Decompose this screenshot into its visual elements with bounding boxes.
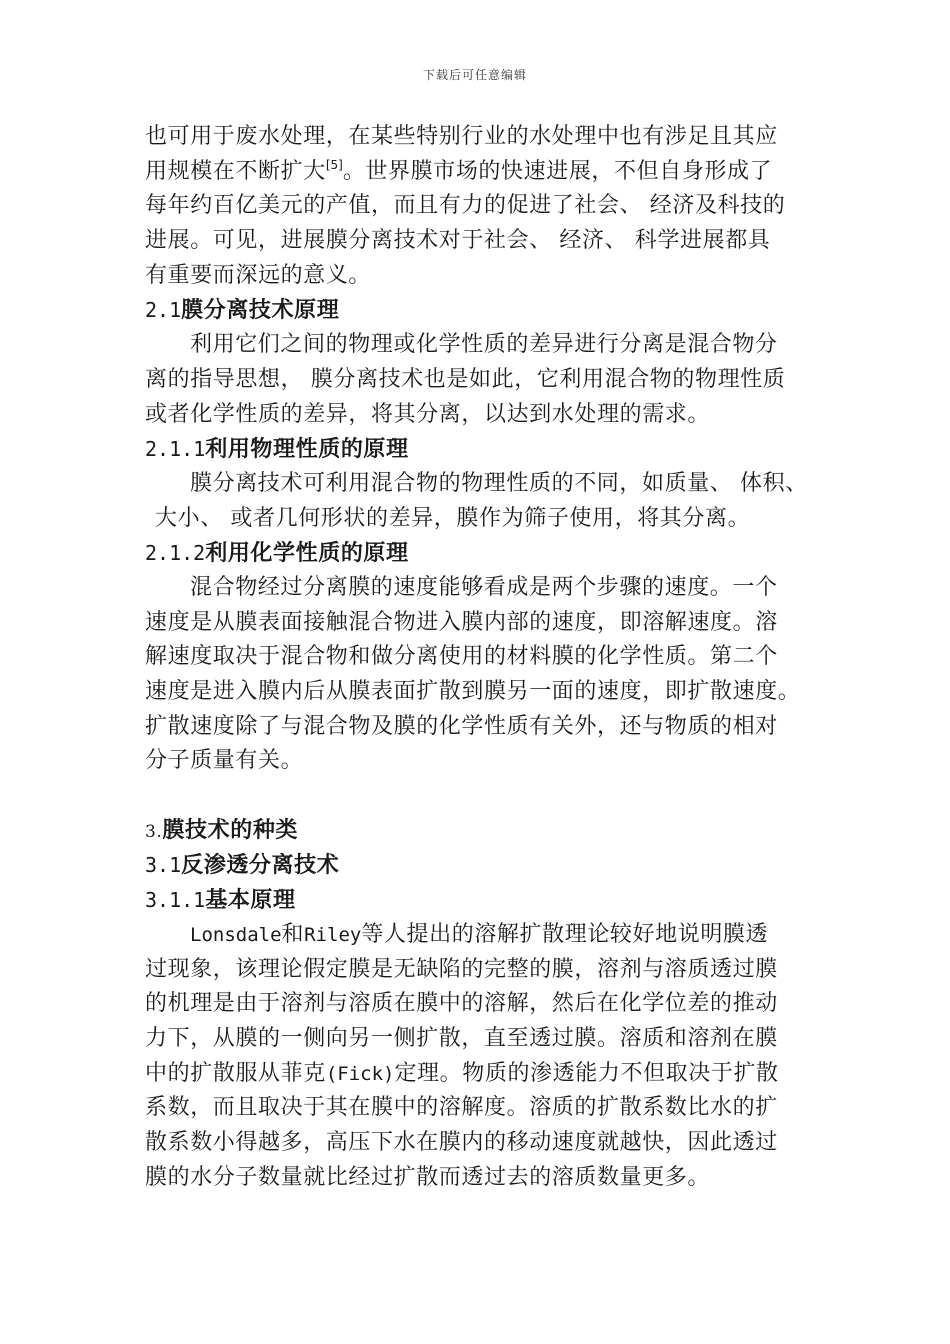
text-run: 和 [281,921,305,947]
paragraph-line: 每年约百亿美元的产值，而且有力的促进了社会、 经济及科技的 [145,193,786,219]
text-run: 定理。物质的渗透能力不但取决于扩散 [394,1060,779,1086]
section-title: 反渗透分离技术 [181,853,340,879]
paragraph-line: 也可用于废水处理，在某些特别行业的水处理中也有涉足且其应 [145,124,778,149]
paragraph-line: 速度是从膜表面接触混合物进入膜内部的速度，即溶解速度。溶 [145,609,778,635]
latin-name: Lonsdale [190,923,282,946]
section-number: 3. [145,821,163,842]
paragraph-line [145,155,825,190]
section-title: 基本原理 [205,888,296,914]
paragraph-line: 散系数小得越多，高压下水在膜内的移动速度就越快，因此透过 [145,1129,778,1155]
document-body [145,120,825,1195]
latin-name: Riley [304,923,362,946]
paragraph-line: 混合物经过分离膜的速度能够看成是两个步骤的速度。一个 [190,574,778,600]
section-heading-2-1-2 [145,536,825,571]
paragraph-line: 的机理是由于溶剂与溶质在膜中的溶解，然后在化学位差的推动 [145,991,778,1017]
paragraph-line: 膜分离技术可利用混合物的物理性质的不同，如质量、 体积、 [190,470,808,496]
paragraph-line: 大小、 或者几何形状的差异，膜作为筛子使用，将其分离。 [155,505,751,531]
section-heading-3 [145,814,825,849]
page-header-note: 下载后可任意编辑 [422,68,527,82]
latin-name: (Fick) [325,1062,395,1085]
section-number: 2.1.1 [145,437,206,462]
section-title: 膜技术的种类 [162,817,299,843]
section-title: 利用化学性质的原理 [205,541,409,567]
paragraph-line: 过现象，该理论假定膜是无缺陷的完整的膜，溶剂与溶质透过膜 [145,956,778,982]
paragraph-line: 有重要而深远的意义。 [145,262,372,288]
text-run: 用规模在不断扩大 [145,158,326,184]
paragraph-line: 膜的水分子数量就比经过扩散而透过去的溶质数量更多。 [145,1164,711,1190]
section-heading-3-1 [145,848,825,883]
section-heading-2-1 [145,293,825,328]
paragraph-line: 扩散速度除了与混合物及膜的化学性质有关外，还与物质的相对 [145,713,778,739]
text-run: 。世界膜市场的快速进展，不但自身形成了 [342,158,773,184]
paragraph-line: 分子质量有关。 [145,748,304,774]
text-run: 等人提出的溶解扩散理论较好地说明膜透 [361,921,769,947]
paragraph-line: 离的指导思想， 膜分离技术也是如此，它利用混合物的物理性质 [145,366,786,392]
paragraph-line: 或者化学性质的差异，将其分离，以达到水处理的需求。 [145,401,711,427]
paragraph-line: 系数，而且取决于其在膜中的溶解度。溶质的扩散系数比水的扩 [145,1095,778,1121]
section-heading-2-1-1 [145,432,825,467]
section-number: 2.1.2 [145,541,206,566]
paragraph-line [145,918,825,953]
blank-line [145,779,825,814]
section-heading-3-1-1 [145,883,825,918]
section-title: 利用物理性质的原理 [205,437,409,463]
section-number: 3.1.1 [145,888,206,913]
paragraph-line: 利用它们之间的物理或化学性质的差异进行分离是混合物分 [190,332,778,358]
citation-marker: [5] [325,157,343,172]
paragraph-line: 力下，从膜的一侧向另一侧扩散，直至透过膜。溶质和溶剂在膜 [145,1025,778,1051]
paragraph-line: 进展。可见，进展膜分离技术对于社会、 经济、 科学进展都具 [145,228,771,254]
section-number: 2.1 [145,298,182,323]
section-title: 膜分离技术原理 [181,298,340,324]
paragraph-line [145,1057,825,1092]
section-number: 3.1 [145,853,182,878]
paragraph-line: 解速度取决于混合物和做分离使用的材料膜的化学性质。第二个 [145,644,778,670]
text-run: 中的扩散服从菲克 [145,1060,326,1086]
paragraph-line: 速度是进入膜内后从膜表面扩散到膜另一面的速度，即扩散速度。 [145,679,801,704]
